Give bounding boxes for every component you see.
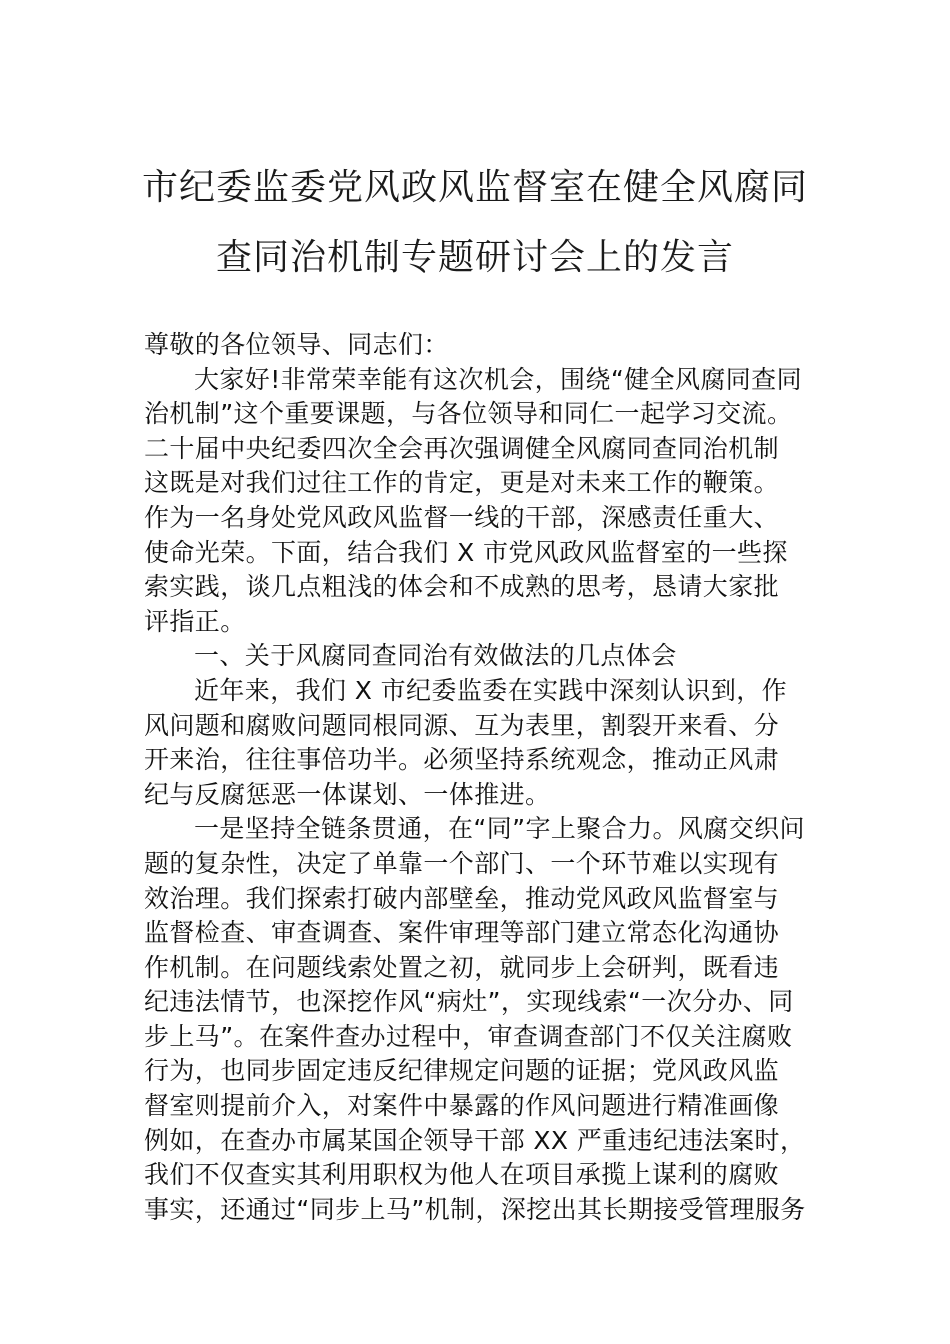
paragraph-line: 效治理。我们探索打破内部壁垒，推动党风政风监督室与 bbox=[144, 883, 780, 913]
paragraph-line: 纪与反腐惩恶一体谋划、一体推进。 bbox=[144, 779, 551, 809]
paragraph-line: 近年来，我们 X 市纪委监委在实践中深刻认识到，作 bbox=[194, 675, 788, 705]
paragraph-line: 使命光荣。下面，结合我们 X 市党风政风监督室的一些探 bbox=[144, 537, 788, 567]
paragraph-line: 作为一名身处党风政风监督一线的干部，深感责任重大、 bbox=[144, 502, 780, 532]
paragraph-line: 步上马”。在案件查办过程中，审查调查部门不仅关注腐败 bbox=[144, 1021, 793, 1051]
paragraph-line: 作机制。在问题线索处置之初，就同步上会研判，既看违 bbox=[144, 952, 780, 982]
paragraph-line: 我们不仅查实其利用职权为他人在项目承揽上谋利的腐败 bbox=[144, 1160, 780, 1190]
paragraph-line: 例如，在查办市属某国企领导干部 XX 严重违纪违法案时， bbox=[144, 1125, 806, 1155]
paragraph-line: 行为，也同步固定违反纪律规定问题的证据；党风政风监 bbox=[144, 1056, 780, 1086]
paragraph-line: 督室则提前介入，对案件中暴露的作风问题进行精准画像 bbox=[144, 1091, 780, 1121]
paragraph-line: 治机制”这个重要课题，与各位领导和同仁一起学习交流。 bbox=[144, 399, 793, 429]
paragraph-line: 二十届中央纪委四次全会再次强调健全风腐同查同治机制 bbox=[144, 433, 780, 463]
paragraph-line: 索实践，谈几点粗浅的体会和不成熟的思考，恳请大家批 bbox=[144, 572, 780, 602]
paragraph-line: 开来治，往往事倍功半。必须坚持系统观念，推动正风肃 bbox=[144, 745, 780, 775]
paragraph-line: 监督检查、审查调查、案件审理等部门建立常态化沟通协 bbox=[144, 918, 780, 948]
document-body bbox=[144, 328, 812, 1227]
paragraph-line: 题的复杂性，决定了单靠一个部门、一个环节难以实现有 bbox=[144, 848, 780, 878]
paragraph-line: 事实，还通过“同步上马”机制，深挖出其长期接受管理服务 bbox=[144, 1194, 806, 1224]
document-title-line-1: 市纪委监委党风政风监督室在健全风腐同 bbox=[141, 167, 808, 208]
paragraph-line: 风问题和腐败问题同根同源、互为表里，割裂开来看、分 bbox=[144, 710, 780, 740]
paragraph-line: 一是坚持全链条贯通，在“同”字上聚合力。风腐交织问 bbox=[194, 814, 805, 844]
salutation: 尊敬的各位领导、同志们： bbox=[144, 330, 449, 359]
paragraph-line: 这既是对我们过往工作的肯定，更是对未来工作的鞭策。 bbox=[144, 468, 780, 498]
section-heading: 一、关于风腐同查同治有效做法的几点体会 bbox=[194, 641, 677, 671]
document-title-line-2: 查同治机制专题研讨会上的发言 bbox=[215, 237, 734, 278]
paragraph-line: 纪违法情节，也深挖作风“病灶”，实现线索“一次分办、同 bbox=[144, 987, 794, 1017]
paragraph-line: 大家好!非常荣幸能有这次机会，围绕“健全风腐同查同 bbox=[194, 364, 802, 394]
paragraph-line: 评指正。 bbox=[144, 606, 246, 636]
